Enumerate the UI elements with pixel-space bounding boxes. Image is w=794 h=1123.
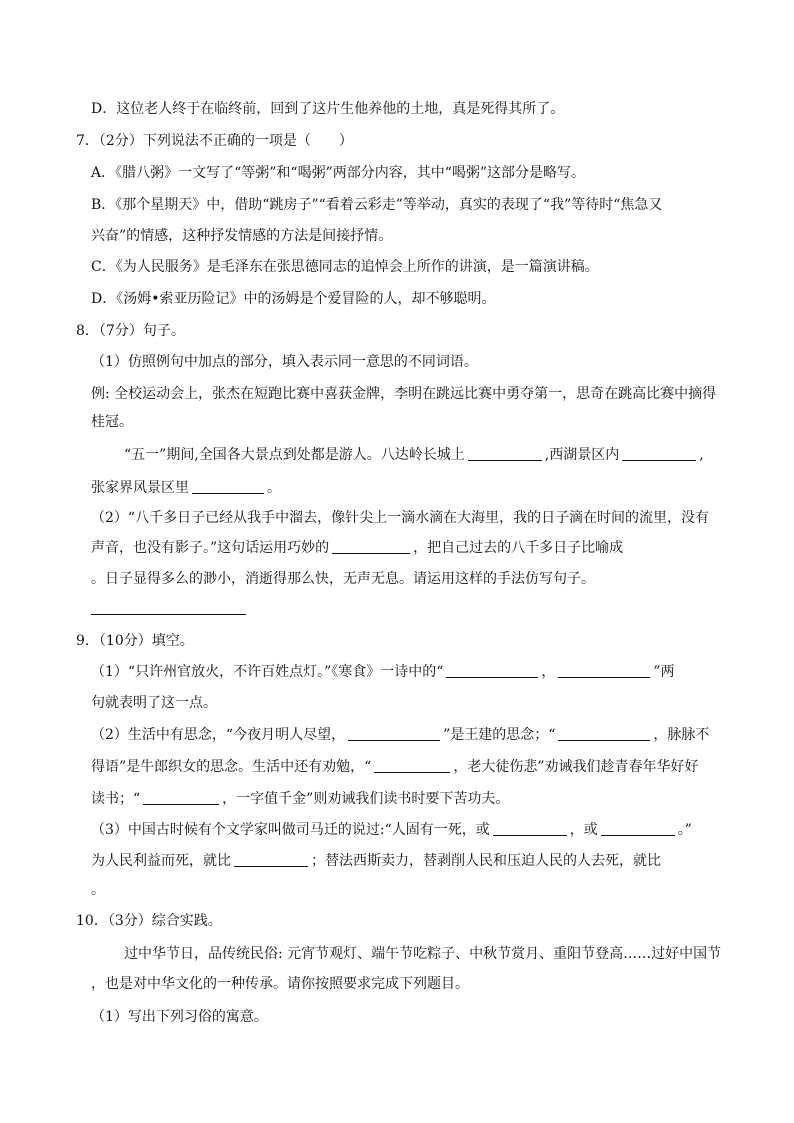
q10-stem: 10．（3分）综合实践。 <box>76 913 222 929</box>
fill-text: ”是王建的思念；“ <box>443 727 556 743</box>
fill-text: 得语”是牛郎织女的思念。生活中还有劝勉，“ <box>91 759 372 775</box>
q6-option-d: D．这位老人终于在临终前，回到了这片生他养他的土地，真是死得其所了。 <box>91 101 565 117</box>
fill-text: “五一”期间,全国各大景点到处都是游人。八达岭长城上 <box>124 447 465 463</box>
q8-part2-line1: （2）“八千多日子已经从我手中溜去，像针尖上一滴水滴在大海里，我的日子滴在时间的流里，没有 <box>91 510 710 526</box>
answer-blank[interactable] <box>558 725 650 741</box>
q9-part1-line2: 句就表明了这一点。 <box>91 695 217 711</box>
answer-blank[interactable] <box>446 662 538 678</box>
q9-part3-line2 <box>91 851 661 871</box>
q8-part2-line2 <box>91 538 623 558</box>
q7-option-d: D．《汤姆•索亚历险记》中的汤姆是个爱冒险的人，却不够聪明。 <box>91 291 496 307</box>
answer-blank[interactable] <box>192 478 264 494</box>
q7-option-b-line1: B．《那个星期天》中，借助“跳房子”“看着云彩走”等举动，真实的表现了“我”等待时“焦急又 <box>91 197 663 213</box>
q8-stem: 8．（7分）句子。 <box>76 323 185 339</box>
fill-text: 读书；“ <box>91 791 141 807</box>
answer-blank[interactable] <box>374 757 450 773</box>
fill-text: ，老大徒伤悲”劝诫我们趁青春年华好好 <box>453 759 699 775</box>
q9-part1-line1 <box>91 662 675 682</box>
fill-text: , <box>699 447 704 463</box>
q10-intro-line1: 过中华节日，品传统民俗: 元宵节观灯、端午节吃粽子、中秋节赏月、重阳节登高……过好中国节 <box>124 946 722 962</box>
answer-blank[interactable] <box>468 445 542 461</box>
fill-text: （3）中国古时候有个文学家叫做司马迁的说过:“人固有一死，或 <box>91 822 490 838</box>
answer-blank[interactable] <box>332 538 410 554</box>
fill-text: （2）生活中有思念，“今夜月明人尽望， <box>91 727 346 743</box>
answer-blank[interactable] <box>622 445 696 461</box>
fill-text: ，一字值千金”则劝诫我们读书时要下苦功夫。 <box>222 791 510 807</box>
q8-answer-line[interactable] <box>91 614 246 615</box>
fill-text: ,西湖景区内 <box>544 447 620 463</box>
q8-part2-line3: 。日子显得多么的渺小，消逝得那么快，无声无息。请运用这样的手法仿写句子。 <box>91 571 595 587</box>
answer-blank[interactable] <box>493 820 567 836</box>
q10-part1: （1）写出下列习俗的寓意。 <box>91 1009 268 1025</box>
fill-text: （1）“只许州官放火，不许百姓点灯。”《寒食》一诗中的“ <box>91 664 444 680</box>
fill-text: 为人民利益而死，就比 <box>91 853 231 869</box>
q9-part2-line2 <box>91 757 698 777</box>
fill-text: ；替法西斯卖力，替剥削人民和压迫人民的人去死，就比 <box>311 853 661 869</box>
q8-fill-line1 <box>124 445 704 465</box>
fill-text: 。 <box>267 480 281 496</box>
q9-part3-line1 <box>91 820 692 840</box>
fill-text: ，或 <box>569 822 598 838</box>
q8-part1-instruction: （1）仿照例句中加点的部分，填入表示同一意思的不同词语。 <box>91 354 478 370</box>
fill-text: ， <box>541 664 556 680</box>
q9-stem: 9．（10分）填空。 <box>76 633 194 649</box>
q9-part2-line3 <box>91 789 509 809</box>
fill-text: 张家界风景区里 <box>91 480 189 496</box>
answer-blank[interactable] <box>601 820 675 836</box>
q7-option-a: A．《腊八粥》一文写了“等粥”和“喝粥”两部分内容，其中“喝粥”这部分是略写。 <box>91 165 586 181</box>
answer-blank[interactable] <box>234 851 308 867</box>
q8-example-line1: 例: 全校运动会上，张杰在短跑比赛中喜获金牌，李明在跳远比赛中勇夺第一，思奇在跳高比赛中摘得 <box>91 386 717 402</box>
q7-option-b-line2: 兴奋”的情感，这种抒发情感的方法是间接抒情。 <box>91 228 393 244</box>
q8-fill-line2 <box>91 478 281 498</box>
q9-part2-line1 <box>91 725 709 745</box>
fill-text: 声音，也没有影子。”这句话运用巧妙的 <box>91 540 330 556</box>
fill-text: 。” <box>677 822 692 838</box>
fill-text: ”两 <box>653 664 675 680</box>
q8-example-line2: 桂冠。 <box>91 414 133 430</box>
q7-option-c: C．《为人民服务》是毛泽东在张思德同志的追悼会上所作的讲演，是一篇演讲稿。 <box>91 259 599 275</box>
q9-part3-line3: 。 <box>91 882 105 898</box>
q10-intro-line2: ，也是对中华文化的一种传承。请你按照要求完成下列题目。 <box>91 976 469 992</box>
fill-text: ，脉脉不 <box>653 727 710 743</box>
answer-blank[interactable] <box>143 789 219 805</box>
fill-text: ，把自己过去的八千多日子比喻成 <box>413 540 624 556</box>
answer-blank[interactable] <box>348 725 440 741</box>
q7-stem: 7．（2分）下列说法不正确的一项是（ ） <box>76 133 353 149</box>
answer-blank[interactable] <box>558 662 650 678</box>
